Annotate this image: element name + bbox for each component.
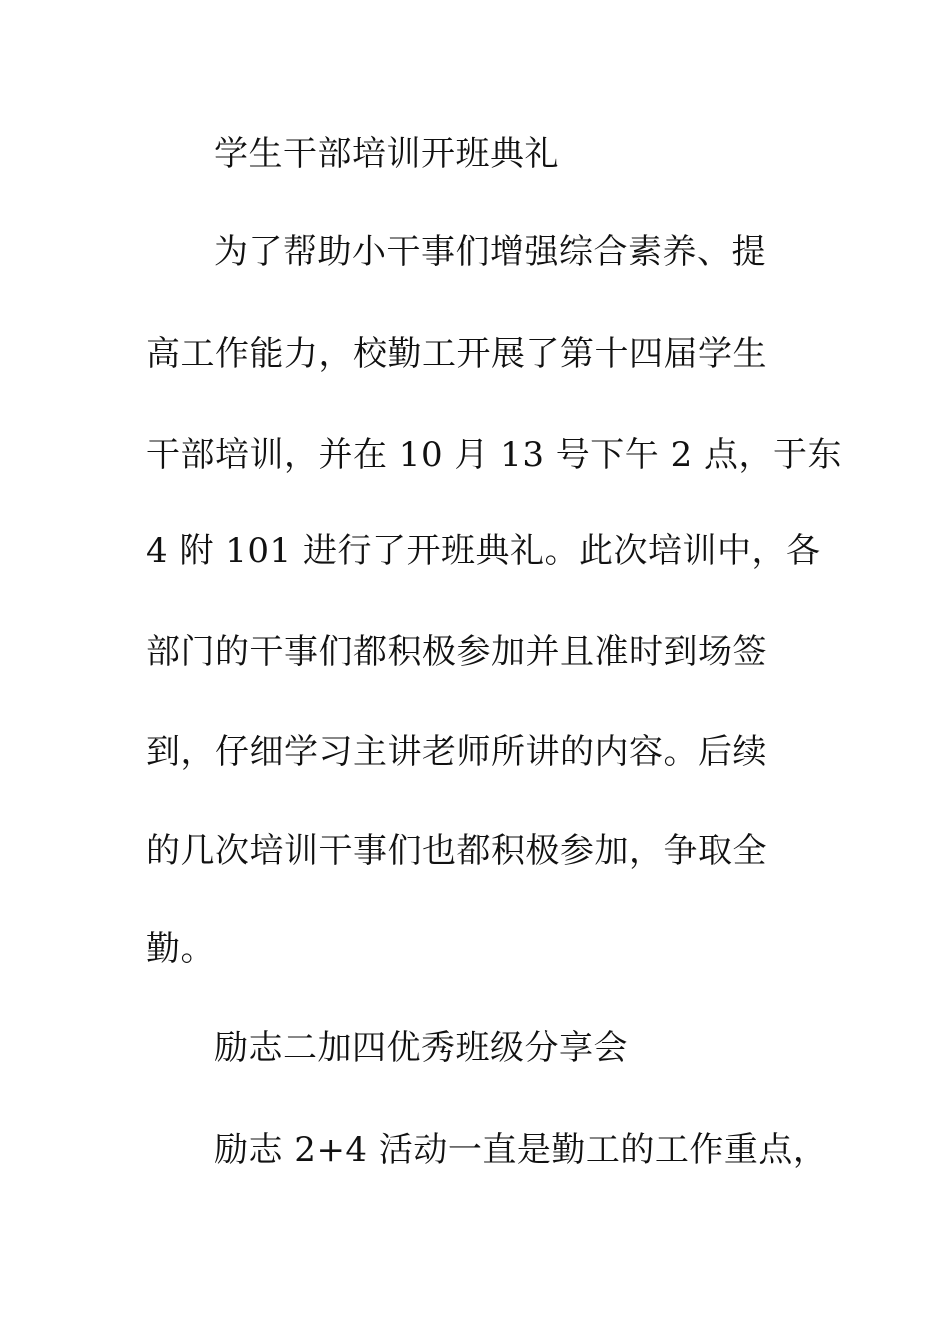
paragraph-line: 高工作能力，校勤工开展了第十四届学生: [146, 334, 767, 374]
paragraph-line: 勤。: [146, 929, 215, 969]
paragraph-line: 部门的干事们都积极参加并且准时到场签: [146, 632, 767, 672]
paragraph-line: 励志 2+4 活动一直是勤工的工作重点，: [214, 1130, 828, 1170]
paragraph-line: 4 附 101 进行了开班典礼。此次培训中，各: [146, 531, 821, 571]
section-heading-class-sharing: 励志二加四优秀班级分享会: [214, 1028, 628, 1068]
section-heading-cadre-training: 学生干部培训开班典礼: [214, 134, 559, 174]
paragraph-line: 到，仔细学习主讲老师所讲的内容。后续: [146, 732, 767, 772]
paragraph-line: 干部培训，并在 10 月 13 号下午 2 点，于东: [146, 435, 843, 475]
paragraph-line: 的几次培训干事们也都积极参加，争取全: [146, 831, 767, 871]
paragraph-line: 为了帮助小干事们增强综合素养、提: [214, 232, 766, 272]
